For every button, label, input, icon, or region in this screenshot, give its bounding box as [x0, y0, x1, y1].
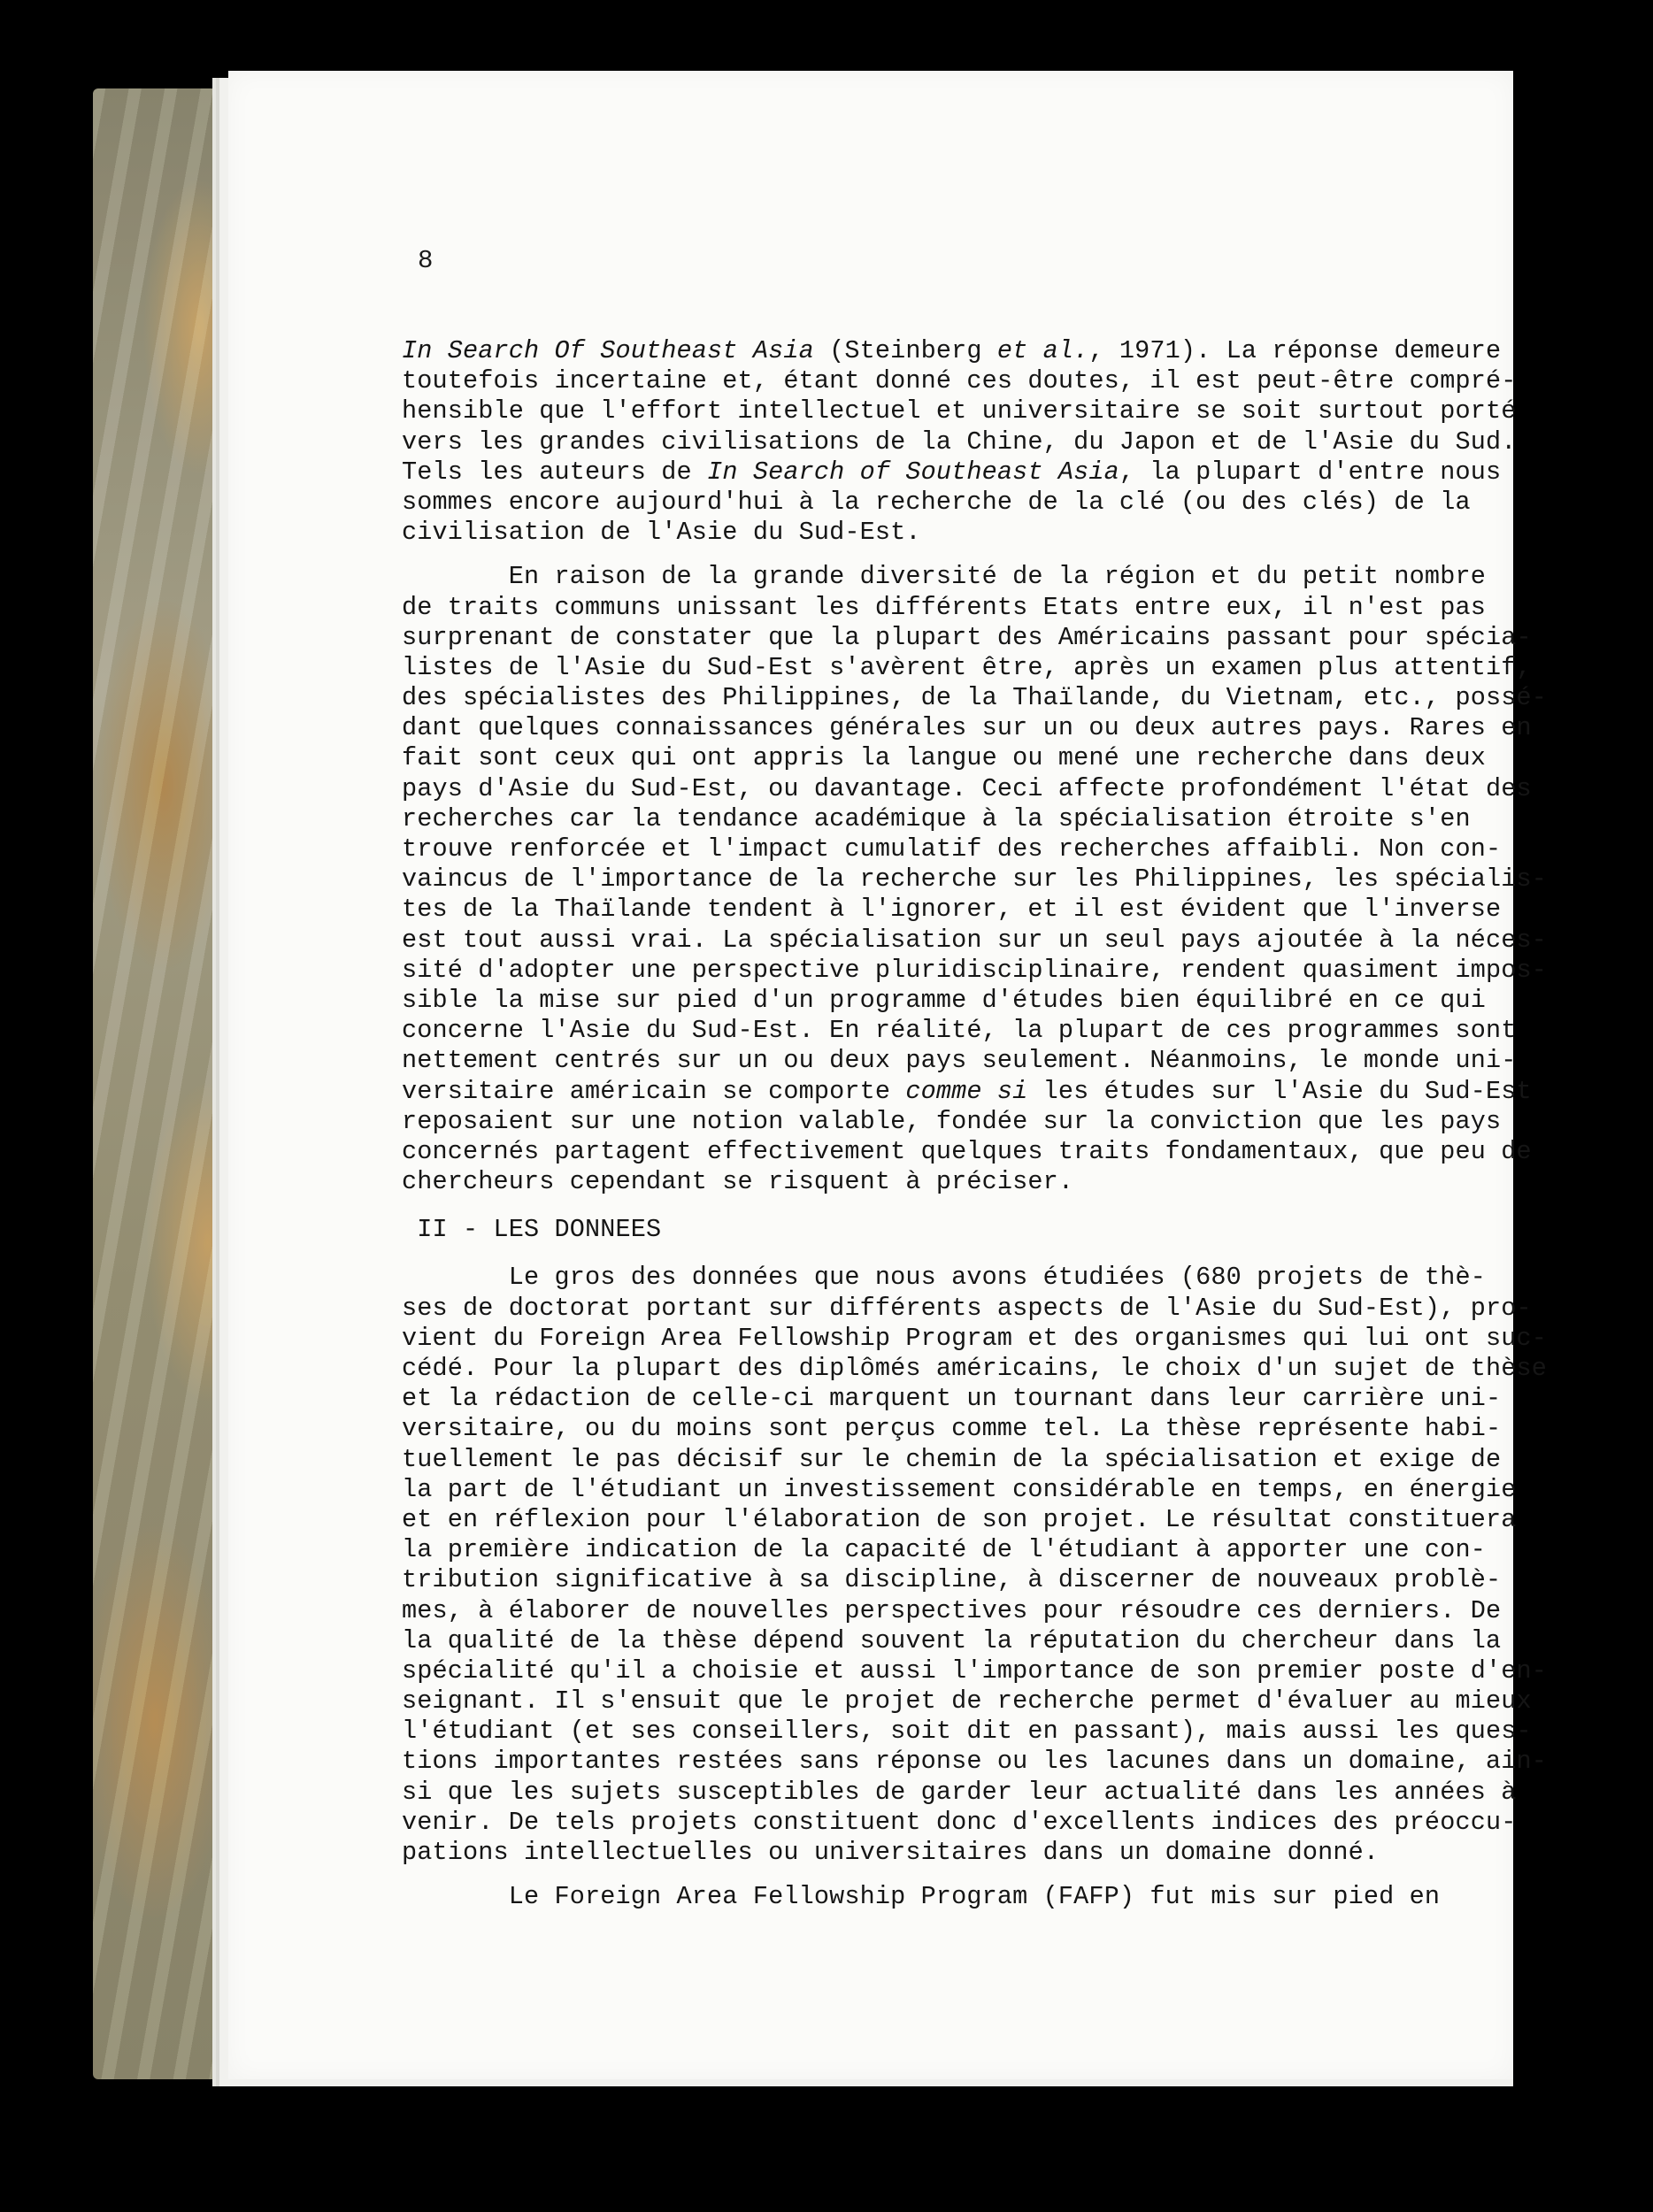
- text-line: tribution significative à sa discipline, à discerner de nouveaux problè-: [402, 1565, 1502, 1595]
- text-line: Tels les auteurs de In Search of Southeast Asia, la plupart d'entre nous: [402, 457, 1502, 487]
- text-line: fait sont ceux qui ont appris la langue ou mené une recherche dans deux: [402, 743, 1486, 773]
- text-line: de traits communs unissant les différents Etats entre eux, il n'est pas: [402, 592, 1486, 622]
- text-line: In Search Of Southeast Asia (Steinberg et al., 1971). La réponse demeure: [402, 336, 1502, 365]
- text-line: la première indication de la capacité de l'étudiant à apporter une con-: [402, 1535, 1486, 1565]
- text-line: pations intellectuelles ou universitaires dans un domaine donné.: [402, 1838, 1380, 1867]
- document-page: [228, 71, 1547, 2079]
- text-line: versitaire, ou du moins sont perçus comme tel. La thèse représente habi-: [402, 1414, 1502, 1444]
- text-line: toutefois incertaine et, étant donné ces doutes, il est peut-être compré-: [402, 366, 1517, 396]
- paragraph-gap: [402, 1868, 1518, 1882]
- text-line: est tout aussi vrai. La spécialisation sur un seul pays ajoutée à la néces-: [402, 925, 1547, 955]
- italic-phrase: comme si: [905, 1076, 1028, 1106]
- paragraph-gap: [402, 1245, 1518, 1263]
- text-line: civilisation de l'Asie du Sud-Est.: [402, 518, 921, 548]
- paragraph-gap: [402, 548, 1518, 562]
- text-line: tuellement le pas décisif sur le chemin de la spécialisation et exige de: [402, 1444, 1502, 1474]
- text-line: seignant. Il s'ensuit que le projet de recherche permet d'évaluer au mieux: [402, 1686, 1532, 1717]
- text-line: Le gros des données que nous avons étudiées (680 projets de thè-: [402, 1263, 1486, 1293]
- body-text: [402, 336, 1547, 1912]
- text-line: En raison de la grande diversité de la région et du petit nombre: [402, 562, 1486, 592]
- paragraph: [402, 1882, 1518, 1912]
- text-line: dant quelques connaissances générales sur un ou deux autres pays. Rares en: [402, 713, 1532, 743]
- text-line: la part de l'étudiant un investissement considérable en temps, en énergie: [402, 1474, 1517, 1504]
- paragraph: [402, 562, 1547, 1197]
- text-line: versitaire américain se comporte comme si les études sur l'Asie du Sud-Est: [402, 1076, 1532, 1106]
- italic-phrase: In Search of Southeast Asia: [707, 457, 1119, 487]
- italic-phrase: et al.: [996, 336, 1089, 365]
- text-line: trouve renforcée et l'impact cumulatif des recherches affaibli. Non con-: [402, 834, 1502, 864]
- text-line: reposaient sur une notion valable, fondée sur la conviction que les pays: [402, 1106, 1502, 1136]
- text-line: vaincus de l'importance de la recherche sur les Philippines, les spécialis-: [402, 864, 1547, 895]
- text-line: concernés partagent effectivement quelques traits fondamentaux, que peu de: [402, 1136, 1532, 1166]
- text-line: Le Foreign Area Fellowship Program (FAFP) fut mis sur pied en: [402, 1882, 1441, 1912]
- text-line: sible la mise sur pied d'un programme d'études bien équilibré en ce qui: [402, 985, 1486, 1015]
- text-line: l'étudiant (et ses conseillers, soit dit en passant), mais aussi les ques-: [402, 1717, 1532, 1747]
- text-line: venir. De tels projets constituent donc d'excellents indices des préoccu-: [402, 1807, 1517, 1837]
- text-line: hensible que l'effort intellectuel et universitaire se soit surtout porté: [402, 396, 1517, 426]
- text-line: concerne l'Asie du Sud-Est. En réalité, la plupart de ces programmes sont: [402, 1016, 1517, 1046]
- section-heading: [402, 1215, 1518, 1245]
- text-line: II - LES DONNEES: [402, 1215, 662, 1245]
- text-line: surprenant de constater que la plupart des Américains passant pour spécia-: [402, 622, 1532, 652]
- text-line: sité d'adopter une perspective pluridisciplinaire, rendent quasiment impos-: [402, 955, 1547, 985]
- text-line: vers les grandes civilisations de la Chine, du Japon et de l'Asie du Sud.: [402, 426, 1517, 457]
- paragraph: [402, 1263, 1547, 1868]
- text-line: et la rédaction de celle-ci marquent un tournant dans leur carrière uni-: [402, 1384, 1502, 1414]
- paragraph-gap: [402, 1197, 1518, 1215]
- text-line: spécialité qu'il a choisie et aussi l'importance de son premier poste d'en-: [402, 1655, 1547, 1686]
- text-line: la qualité de la thèse dépend souvent la réputation du chercheur dans la: [402, 1625, 1502, 1655]
- text-line: si que les sujets susceptibles de garder leur actualité dans les années à: [402, 1777, 1517, 1807]
- text-line: tions importantes restées sans réponse ou les lacunes dans un domaine, ain-: [402, 1747, 1547, 1777]
- text-line: recherches car la tendance académique à la spécialisation étroite s'en: [402, 803, 1471, 833]
- text-line: chercheurs cependant se risquent à préciser.: [402, 1167, 1074, 1197]
- paragraph: [402, 336, 1518, 548]
- text-line: et en réflexion pour l'élaboration de son projet. Le résultat constituera: [402, 1504, 1517, 1534]
- text-line: des spécialistes des Philippines, de la Thaïlande, du Vietnam, etc., possé-: [402, 683, 1547, 713]
- italic-phrase: In Search Of Southeast Asia: [402, 336, 814, 365]
- text-line: ses de doctorat portant sur différents aspects de l'Asie du Sud-Est), pro-: [402, 1293, 1532, 1323]
- text-line: mes, à élaborer de nouvelles perspectives pour résoudre ces derniers. De: [402, 1595, 1502, 1625]
- text-line: vient du Foreign Area Fellowship Program et des organismes qui lui ont suc-: [402, 1323, 1547, 1353]
- text-line: tes de la Thaïlande tendent à l'ignorer, et il est évident que l'inverse: [402, 895, 1502, 925]
- text-line: sommes encore aujourd'hui à la recherche de la clé (ou des clés) de la: [402, 487, 1471, 517]
- text-line: pays d'Asie du Sud-Est, ou davantage. Ceci affecte profondément l'état des: [402, 773, 1532, 803]
- text-line: nettement centrés sur un ou deux pays seulement. Néanmoins, le monde uni-: [402, 1046, 1517, 1076]
- page-number: 8: [418, 246, 434, 275]
- text-line: cédé. Pour la plupart des diplômés américains, le choix d'un sujet de thèse: [402, 1354, 1547, 1383]
- text-line: listes de l'Asie du Sud-Est s'avèrent être, après un examen plus attentif,: [402, 652, 1532, 682]
